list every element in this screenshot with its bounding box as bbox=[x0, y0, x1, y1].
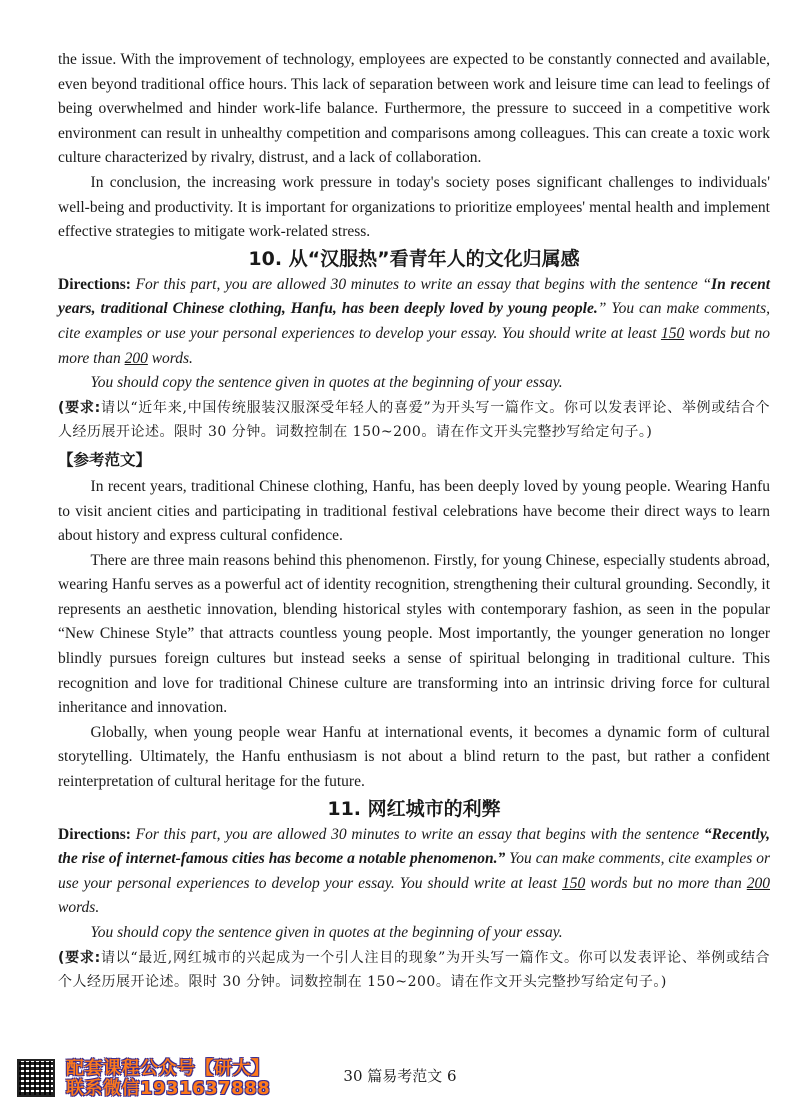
paragraph-continuation: the issue. With the improvement of technology, employees are expected to be constantly connected and available, even beyond traditional office hours. This lack of separation between work and leisure time can lead to feelings of being overwhelmed and hinder work-life balance. Furthermore, the pressure to succeed in a competitive work environment can result in unhealthy competition and comparisons among colleagues. This can create a toxic work culture characterized by rivalry, distrust, and a lack of collaboration. bbox=[58, 51, 770, 167]
directions-between: words but no more than bbox=[585, 874, 747, 892]
paragraph-conclusion: In conclusion, the increasing work pressure in today's society poses significant challenges to individuals' well-being and productivity. It is important for organizations to prioritize employees' mental health and implement effective strategies to mitigate work-related stress. bbox=[58, 173, 770, 241]
copy-note: You should copy the sentence given in quotes at the beginning of your essay. bbox=[90, 374, 563, 392]
min-words: 150 bbox=[660, 324, 685, 342]
essay-paragraph: Globally, when young people wear Hanfu at international events, it becomes a dynamic form of cultural storytelling. Ultimately, the Hanfu enthusiasm is not about a blind return to the past, but rather a confident reinterpretation of cultural heritage for the future. bbox=[58, 723, 770, 791]
directions-mid: You can make comments, cite examples or use your personal experiences to develop your essay. You should write at least bbox=[58, 850, 771, 892]
copy-note: You should copy the sentence given in quotes at the beginning of your essay. bbox=[90, 924, 563, 941]
directions-end: words. bbox=[147, 349, 193, 367]
max-words: 200 bbox=[124, 349, 148, 367]
max-words: 200 bbox=[746, 874, 770, 892]
essay-paragraph: There are three main reasons behind this phenomenon. Firstly, for young Chinese, especially students abroad, wearing Hanfu serves as a powerful act of identity recognition, strengthening their cultural grounding. Secondly, it represents an aesthetic innovation, blending historical styles with contemporary fashion, as seen in the popular “New Chinese Style” that attracts countless young people. Most importantly, the younger generation no longer blindly pursues foreign cultures but instead seeks a sense of spiritual belonging in traditional culture. This recognition and love for traditional Chinese culture are transforming into an intrinsic driving force for cultural inheritance and innovation. bbox=[58, 551, 770, 717]
requirement-label: (要求: bbox=[58, 949, 101, 966]
directions-label: Directions: bbox=[58, 275, 131, 293]
watermark-course-account: 配套课程公众号【研大】 bbox=[66, 1058, 270, 1079]
directions-intro: For this part, you are allowed 30 minutes to write an essay that begins with the sentence bbox=[130, 825, 704, 843]
directions-end: words. bbox=[58, 899, 100, 917]
directions-sentence: “Recently, the rise of internet-famous cities has become a notable phenomenon.” bbox=[58, 825, 770, 868]
min-words: 150 bbox=[562, 874, 586, 892]
watermark-wechat-contact: 联系微信1931637888 bbox=[66, 1078, 271, 1099]
directions-label: Directions: bbox=[58, 825, 131, 843]
essay-paragraph: In recent years, traditional Chinese clothing, Hanfu, has been deeply loved by young people. Wearing Hanfu to visit ancient cities and participating in traditional festival celebrations have become their direct ways to learn about history and express cultural confidence. bbox=[58, 477, 770, 545]
page-number: 30 篇易考范文 6 bbox=[343, 1067, 457, 1085]
section-11-requirement bbox=[58, 946, 770, 995]
reference-essay-label: 【参考范文】 bbox=[58, 450, 152, 469]
document-page bbox=[58, 48, 770, 995]
section-10-heading: 10. 从“汉服热”看青年人的文化归属感 bbox=[248, 247, 580, 270]
directions-intro: For this part, you are allowed 30 minutes to write an essay that begins with the sentence “ bbox=[130, 275, 712, 293]
section-10-requirement bbox=[58, 396, 770, 445]
section-11-directions bbox=[58, 823, 770, 921]
directions-mid: ” You can make comments, cite examples or use your personal experiences to develop your essay. You should write at least bbox=[58, 300, 770, 342]
requirement-label: (要求: bbox=[58, 399, 101, 416]
page-footer bbox=[0, 1059, 800, 1099]
section-11-heading: 11. 网红城市的利弊 bbox=[327, 797, 501, 820]
directions-sentence: In recent years, traditional Chinese clothing, Hanfu, has been deeply loved by young people. bbox=[58, 275, 770, 318]
section-10-directions bbox=[58, 273, 770, 371]
requirement-text: 请以“近年来,中国传统服装汉服深受年轻人的喜爱”为开头写一篇作文。你可以发表评论、举例或结合个人经历展开论述。限时 30 分钟。词数控制在 150~200。请在作文开头完整抄写给定句子。) bbox=[58, 399, 770, 441]
requirement-text: 请以“最近,网红城市的兴起成为一个引人注目的现象”为开头写一篇作文。你可以发表评论、举例或结合个人经历展开论述。限时 30 分钟。词数控制在 150~200。请在作文开头完整抄写给定句子。) bbox=[58, 949, 770, 991]
directions-between: words but no more than bbox=[58, 324, 770, 367]
